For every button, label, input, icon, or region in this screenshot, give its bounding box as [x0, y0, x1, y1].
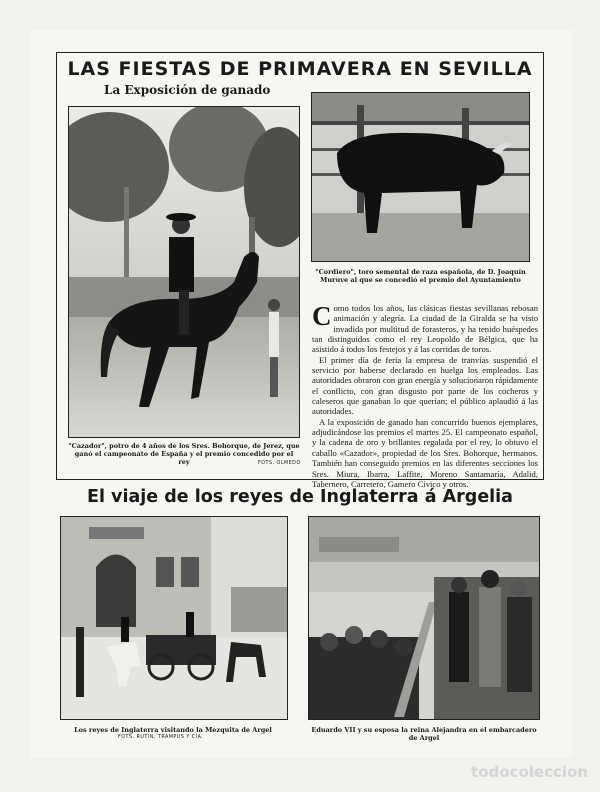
bull-photo: [311, 92, 530, 262]
dropcap: C: [312, 301, 332, 331]
page-title: LAS FIESTAS DE PRIMAVERA EN SEVILLA: [67, 58, 533, 80]
article-paragraph-1: Como todos los años, las clásicas fiestas sevillanas rebosan animación y alegría. La ciudad de la Giralda se ha visto invadida por multitud de forasteros, y ha tenido huéspedes tan distinguidos como el rey Leopoldo de Bélgica, que ha asistido á todos los festejos y á las corridas de toros.: [312, 301, 538, 355]
dock-caption: Eduardo VII y su esposa la reina Alejandra en el embarcadero de Argel: [311, 726, 537, 742]
mosque-photo: [60, 516, 288, 720]
section2-title: El viaje de los reyes de Inglaterra á Argelia: [87, 487, 513, 507]
horse-photo-credit: FOTS. OLMEDO: [258, 461, 301, 466]
article-text: [312, 303, 538, 489]
dock-photo: [308, 516, 540, 720]
mosque-photo-credit: FOTS. RUTIN, TRAMPUS Y CÍA.: [118, 735, 204, 740]
mosque-caption: Los reyes de Inglaterra visitando la Mezquita de Argel: [74, 726, 272, 734]
article-paragraph-3: A la exposición de ganado han concurrido buenos ejemplares, adjudicándose los premios el martes 25. El campeonato español, y la cadena de oro y brillantes regalada por el rey, lo obtuvo el caballo «Cazador», propiedad de los Sres. Bohorque, hermanos. También han conseguido premios en las diferentes secciones los Sres. Miura, Ibarra, Laffite, Moreno Santamaría, Adalid, Tabernero, Carretero, Gamero Cívico y otros.: [312, 416, 538, 489]
page-subtitle: La Exposición de ganado: [104, 83, 271, 97]
horse-caption: "Cazador", potro de 4 años de los Sres. Bohorque, de Jerez, que ganó el campeonato de España y el premio concedido por el rey: [68, 442, 300, 466]
bull-caption: "Cordiero", toro semental de raza española, de D. Joaquín Muruve al que se concedió el premio del Ayuntamiento: [315, 268, 526, 284]
article-paragraph-2: El primer día de feria la empresa de tranvías suspendió el servicio por haberse declarado en huelga los empleados. Las autoridades obraron con gran energía y solucionaron rápidamente el conflicto, con gran disgusto por parte de los cocheros y caleseros que ganaban lo que querían; el público aplaudió á las autoridades.: [312, 354, 538, 417]
horse-photo: [68, 106, 300, 438]
watermark: todocoleccion: [471, 763, 588, 781]
